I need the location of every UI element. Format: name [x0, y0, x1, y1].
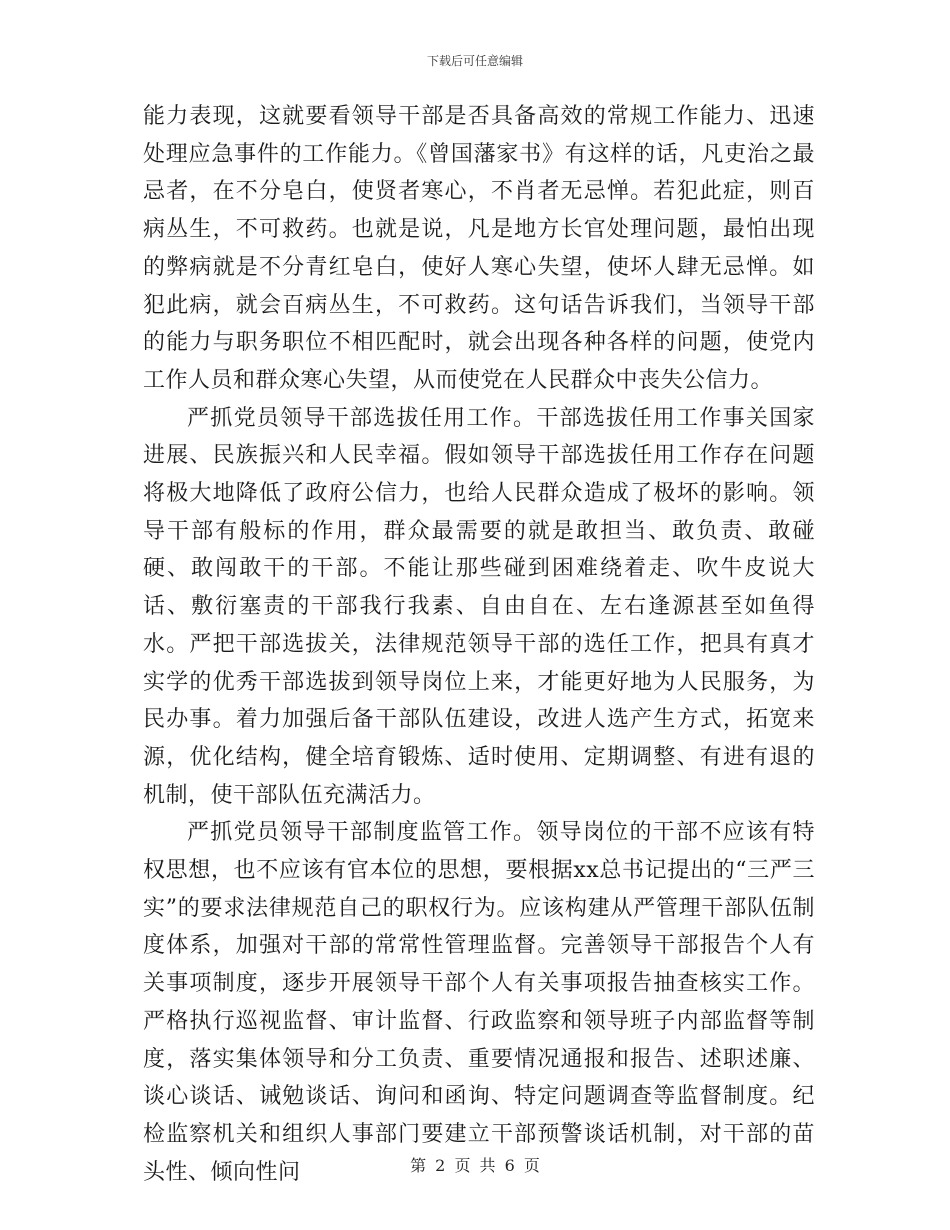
paragraph-cadre-supervision: 严抓党员领导干部制度监管工作。领导岗位的干部不应该有特权思想，也不应该有官本位的思想，要根据xx总书记提出的“三严三实”的要求法律规范自己的职权行为。应该构建从严管理干部队伍制度体系，加强对干部的常常性管理监督。完善领导干部报告个人有关事项制度，逐步开展领导干部个人有关事项报告抽查核实工作。严格执行巡视监督、审计监督、行政监察和领导班子内部监督等制度，落实集体领导和分工负责、重要情况通报和报告、述职述廉、谈心谈话、诫勉谈话、询问和函询、特定问题调查等监督制度。纪检监察机关和组织人事部门要建立干部预警谈话机制，对干部的苗头性、倾向性问 — [143, 820, 815, 1185]
page-header: 下载后可任意编辑 — [426, 54, 523, 68]
page-number-footer: 第 2 页 共 6 页 — [410, 1156, 540, 1175]
paragraph-cadre-selection: 严抓党员领导干部选拔任用工作。干部选拔任用工作事关国家进展、民族振兴和人民幸福。假如领导干部选拔任用工作存在问题将极大地降低了政府公信力，也给人民群众造成了极坏的影响。领导干部有般标的作用，群众最需要的就是敢担当、敢负责、敢碰硬、敢闯敢干的干部。不能让那些碰到困难绕着走、吹牛皮说大话、敷衍塞责的干部我行我素、自由自在、左右逢源甚至如鱼得水。严把干部选拔关，法律规范领导干部的选任工作，把具有真才实学的优秀干部选拔到领导岗位上来，才能更好地为人民服务，为民办事。着力加强后备干部队伍建设，改进人选产生方式，拓宽来源，优化结构，健全培育锻炼、适时使用、定期调整、有进有退的机制，使干部队伍充满活力。 — [143, 405, 815, 808]
document-body — [143, 98, 815, 1191]
paragraph-continued: 能力表现，这就要看领导干部是否具备高效的常规工作能力、迅速处理应急事件的工作能力。《曾国藩家书》有这样的话，凡吏治之最忌者，在不分皂白，使贤者寒心，不肖者无忌惮。若犯此症，则百病丛生，不可救药。也就是说，凡是地方长官处理问题，最怕出现的弊病就是不分青红皂白，使好人寒心失望，使坏人肆无忌惮。如犯此病，就会百病丛生，不可救药。这句话告诉我们，当领导干部的能力与职务职位不相匹配时，就会出现各种各样的问题，使党内工作人员和群众寒心失望，从而使党在人民群众中丧失公信力。 — [143, 104, 815, 393]
